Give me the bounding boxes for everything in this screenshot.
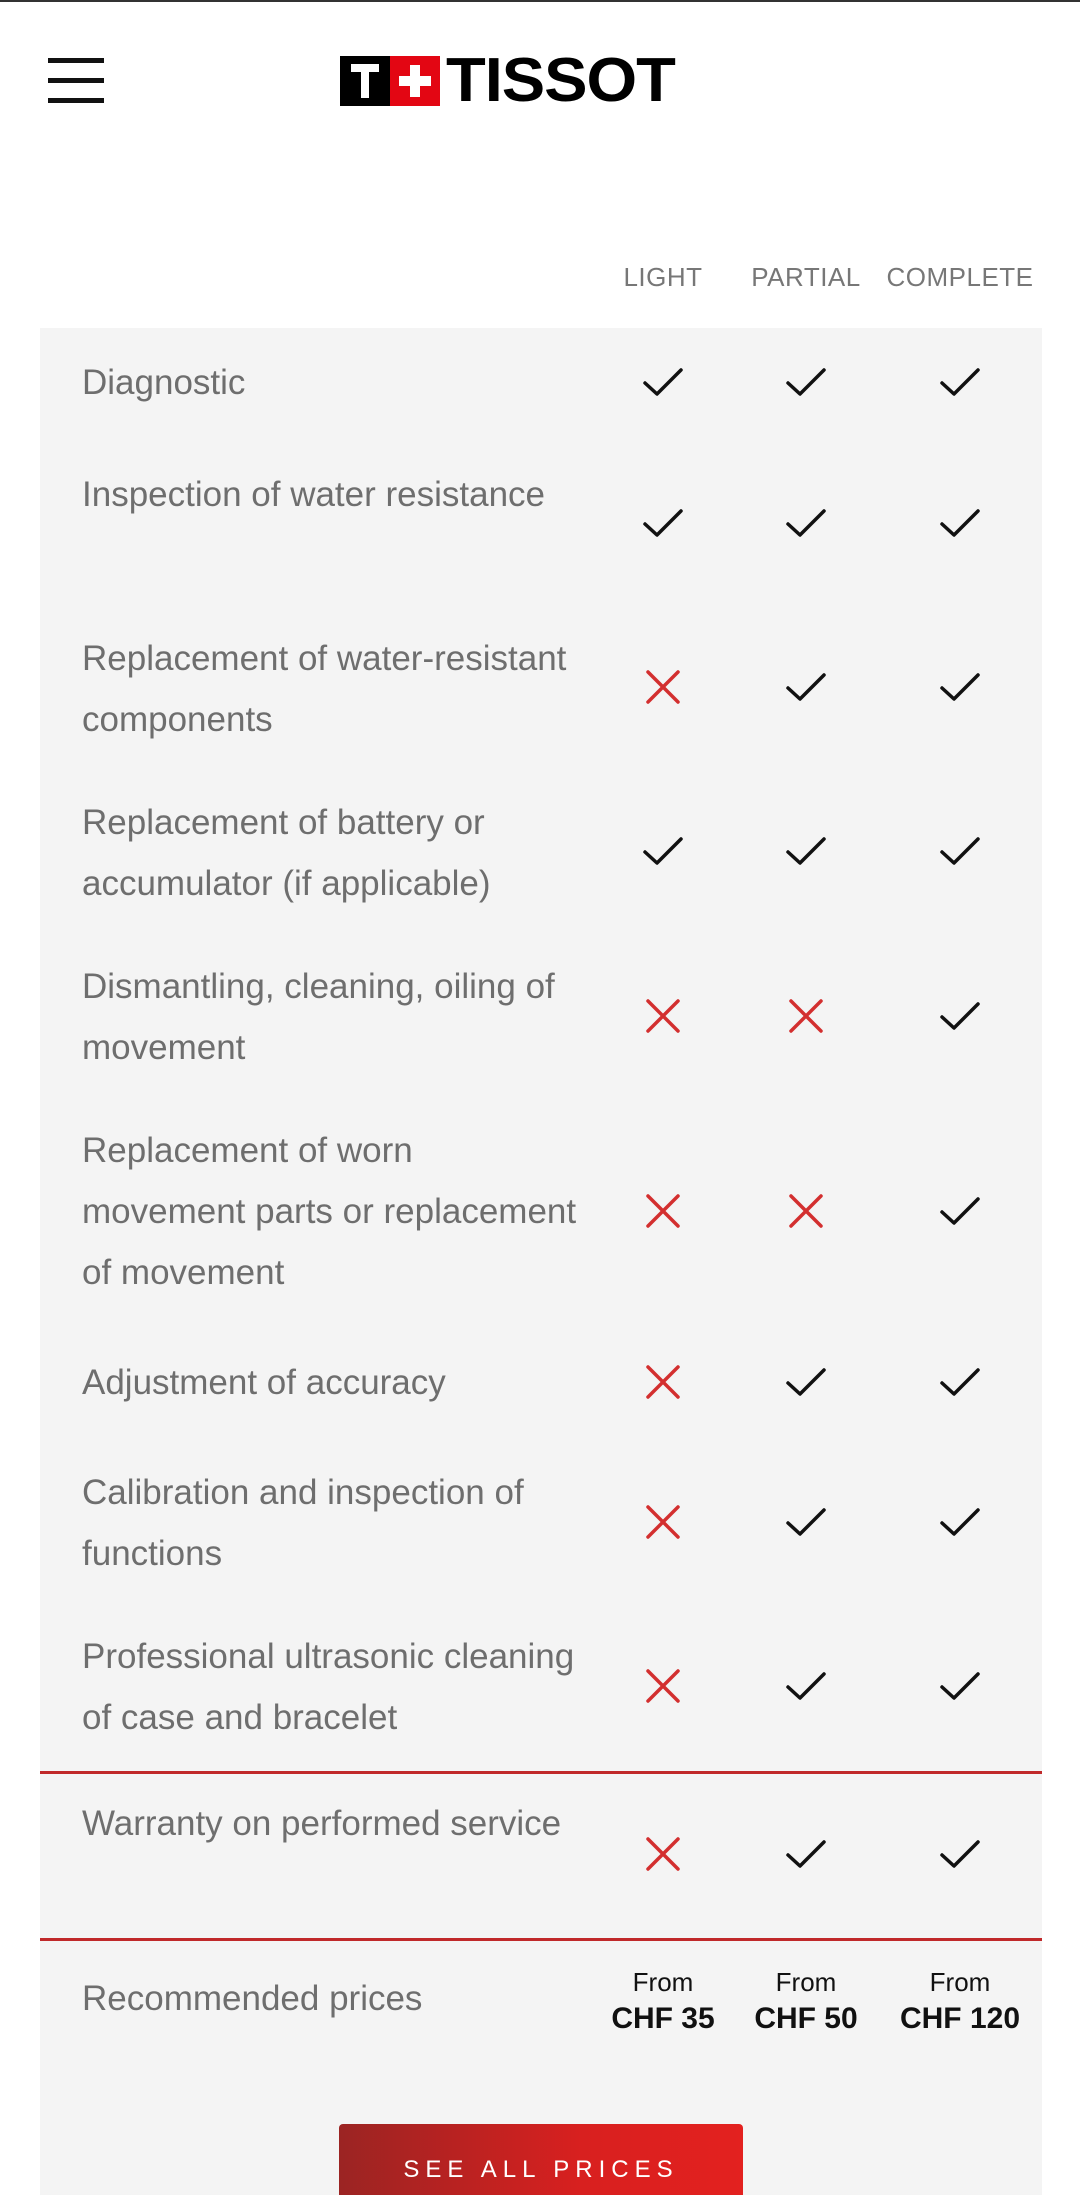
check-icon (781, 662, 831, 712)
row-label-battery: Replacement of battery or accumulator (if applicable) (82, 803, 491, 903)
see-all-prices-button[interactable]: SEE ALL PRICES (339, 2124, 743, 2195)
check-icon (935, 1497, 985, 1547)
check-icon (935, 1661, 985, 1711)
check-icon (781, 826, 831, 876)
tissot-logo[interactable] (340, 46, 675, 115)
price-value: CHF 120 (899, 2002, 1021, 2035)
price-light (583, 1965, 743, 2039)
cross-icon (781, 991, 831, 1041)
cross-icon (638, 1661, 688, 1711)
cross-icon (638, 1829, 688, 1879)
cross-icon (781, 1186, 831, 1236)
check-icon (935, 1357, 985, 1407)
row-label-water-inspection: Inspection of water resistance (82, 475, 546, 514)
check-icon (935, 991, 985, 1041)
cross-icon (638, 991, 688, 1041)
price-value: CHF 50 (754, 2002, 858, 2035)
recommended-prices-label: Recommended prices (82, 1979, 423, 2018)
check-icon (638, 826, 688, 876)
price-from-label: From (775, 1967, 837, 1997)
row-label-worn-parts: Replacement of worn movement parts or replacement of movement (82, 1131, 577, 1292)
row-label-dismantling: Dismantling, cleaning, oiling of movement (82, 967, 555, 1067)
check-icon (781, 1661, 831, 1711)
check-icon (781, 357, 831, 407)
check-icon (781, 498, 831, 548)
cross-icon (638, 1497, 688, 1547)
row-label-calibration: Calibration and inspection of functions (82, 1473, 524, 1573)
check-icon (638, 498, 688, 548)
tissot-cross-logo-icon (340, 56, 440, 106)
check-icon (935, 357, 985, 407)
check-icon (781, 1497, 831, 1547)
column-header-complete: COMPLETE (886, 262, 1034, 292)
price-from-label: From (929, 1967, 991, 1997)
row-label-ultrasonic: Professional ultrasonic cleaning of case and bracelet (82, 1637, 575, 1737)
column-header-light: LIGHT (623, 262, 703, 292)
row-label-warranty: Warranty on performed service (82, 1804, 562, 1843)
row-label-diagnostic: Diagnostic (82, 363, 246, 402)
check-icon (638, 357, 688, 407)
cross-icon (638, 1186, 688, 1236)
divider-line (40, 1771, 1042, 1774)
price-value: CHF 35 (611, 2002, 715, 2035)
check-icon (781, 1829, 831, 1879)
price-partial (726, 1965, 886, 2039)
divider-line (40, 1938, 1042, 1941)
cross-icon (638, 1357, 688, 1407)
hamburger-menu-icon[interactable] (48, 58, 104, 104)
row-label-water-components: Replacement of water-resistant components (82, 639, 567, 739)
check-icon (935, 826, 985, 876)
check-icon (781, 1357, 831, 1407)
check-icon (935, 498, 985, 548)
column-headers (0, 262, 1080, 302)
check-icon (935, 1186, 985, 1236)
price-from-label: From (632, 1967, 694, 1997)
row-label-accuracy: Adjustment of accuracy (82, 1363, 446, 1402)
column-header-partial: PARTIAL (751, 262, 861, 292)
price-complete (880, 1965, 1040, 2039)
cross-icon (638, 662, 688, 712)
check-icon (935, 1829, 985, 1879)
check-icon (935, 662, 985, 712)
site-header (0, 0, 1080, 160)
brand-name: TISSOT (446, 46, 675, 115)
